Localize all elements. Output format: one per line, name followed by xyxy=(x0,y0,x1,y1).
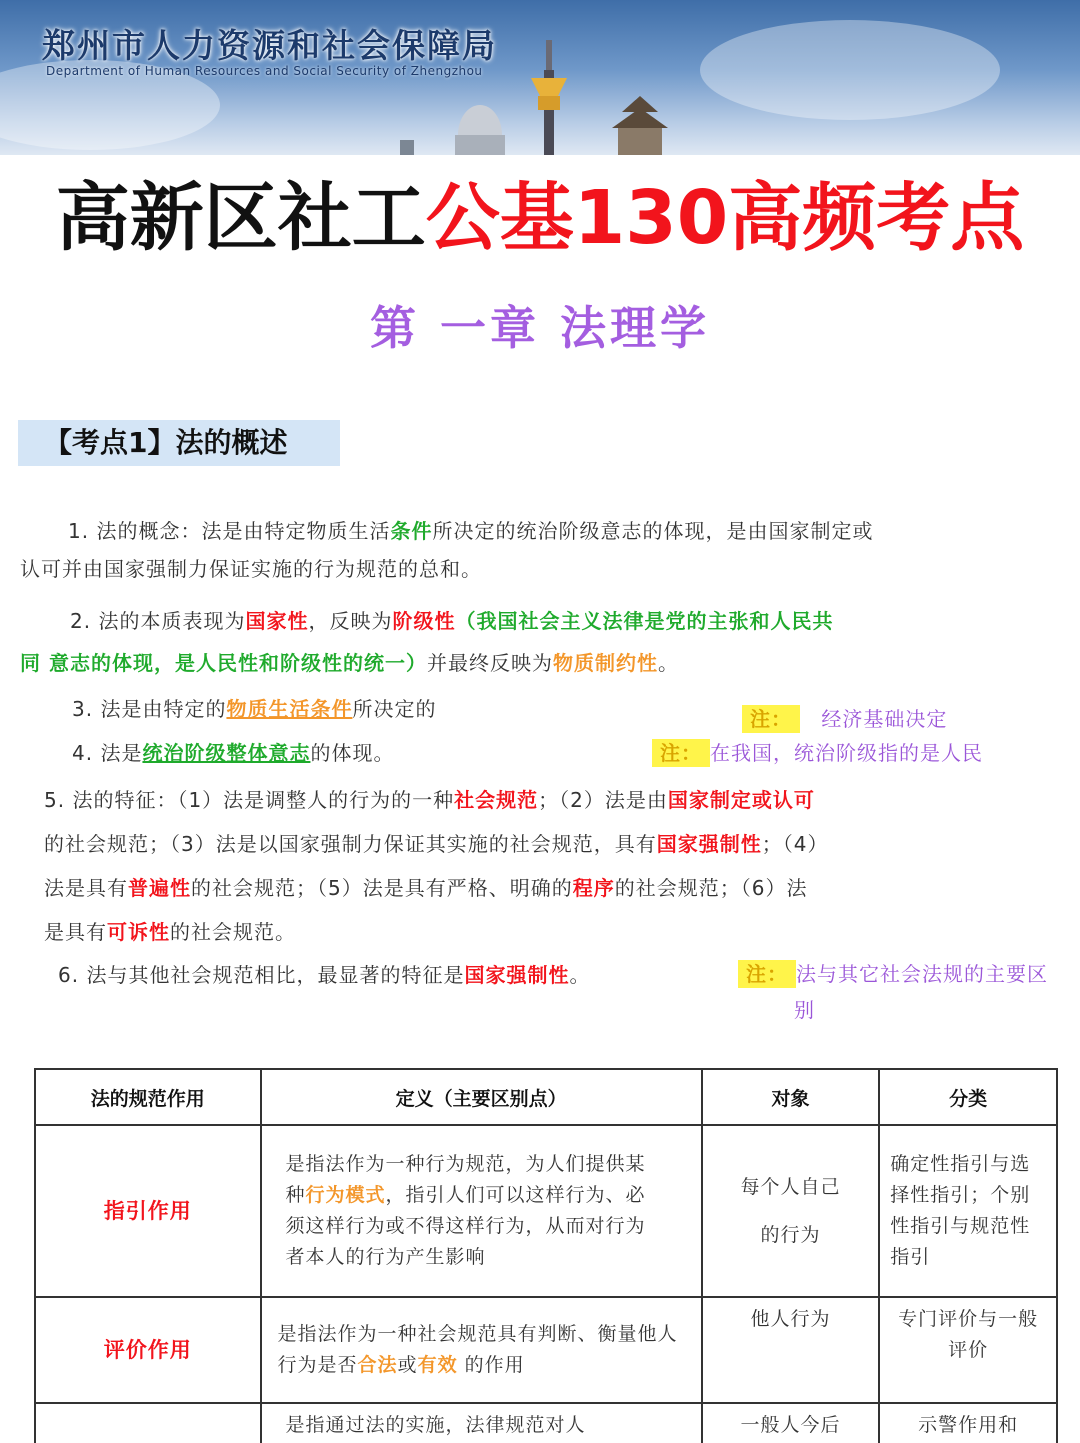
highlight-red: 普遍性 xyxy=(128,876,191,900)
table-header-row xyxy=(35,1069,1057,1125)
text: ；（4） xyxy=(761,832,829,856)
text: 每个人自己 xyxy=(740,1176,841,1198)
definition-cell: 是指通过法的实施，法律规范对人 xyxy=(261,1403,702,1443)
note-6 xyxy=(738,956,1076,1028)
highlight-orange: 物质制约性 xyxy=(552,651,658,675)
note-marker: 注： xyxy=(738,960,796,988)
text: 是指法作为一种行为规范，为人们提供某种 xyxy=(285,1153,646,1206)
highlight-red: 程序 xyxy=(572,876,615,900)
law-functions-table xyxy=(34,1068,1058,1443)
title-part-red: 公基130高频考点 xyxy=(425,175,1025,261)
category-cell: 确定性指引与选择性指引；个别性指引与规范性指引 xyxy=(879,1125,1057,1297)
section-tag: 【考点1】法的概述 xyxy=(18,420,340,466)
note-3 xyxy=(742,700,1062,738)
highlight-red: 可诉性 xyxy=(107,920,170,944)
text: 。 xyxy=(569,963,591,987)
highlight-orange: 有效 xyxy=(417,1354,458,1376)
text: 的社会规范；（5）法是具有严格、明确的 xyxy=(191,876,573,900)
definition-cell xyxy=(261,1297,702,1403)
paragraph-6 xyxy=(58,956,728,994)
table-row xyxy=(35,1403,1057,1443)
highlight-orange: 合法 xyxy=(357,1354,398,1376)
highlight-orange: 行为模式 xyxy=(305,1184,386,1206)
header-banner xyxy=(0,0,1080,155)
paragraph-2 xyxy=(20,600,1060,684)
paragraph-3 xyxy=(72,690,552,728)
text: 法是具有 xyxy=(44,876,128,900)
highlight-green: 统治阶级整体意志 xyxy=(142,741,311,765)
table-header: 法的规范作用 xyxy=(35,1069,261,1125)
text: 的社会规范；（6）法 xyxy=(614,876,808,900)
text: 认可并由国家强制力保证实施的行为规范的总和。 xyxy=(20,557,482,581)
text: 的体现。 xyxy=(310,741,395,765)
text: 5. 法的特征：（1）法是调整人的行为的一种 xyxy=(44,788,455,812)
table-row xyxy=(35,1297,1057,1403)
category-cell: 示警作用和 xyxy=(879,1403,1057,1443)
text: 所决定的统治阶级意志的体现，是由国家制定或 xyxy=(432,519,874,543)
text: 是具有 xyxy=(44,920,107,944)
note-text: 经济基础决定 xyxy=(821,707,948,731)
highlight-red: 国家强制性 xyxy=(656,832,762,856)
object-cell: 他人行为 xyxy=(702,1297,880,1403)
table-header: 定义（主要区别点） xyxy=(261,1069,702,1125)
row-label: 指引作用 xyxy=(35,1125,261,1297)
highlight-red: 国家性 xyxy=(245,609,309,633)
object-cell: 一般人今后 xyxy=(702,1403,880,1443)
highlight-red: 国家制定或认可 xyxy=(667,788,815,812)
paragraph-5 xyxy=(44,778,1054,954)
object-cell xyxy=(702,1125,880,1297)
text: 4. 法是 xyxy=(72,741,143,765)
note-marker: 注： xyxy=(652,739,710,767)
note-text: 法与其它社会法规的主要区 xyxy=(796,962,1048,986)
text: 2. 法的本质表现为 xyxy=(70,609,246,633)
text: 6. 法与其他社会规范相比，最显著的特征是 xyxy=(58,963,465,987)
text: ，反映为 xyxy=(308,609,393,633)
highlight-orange: 物质生活条件 xyxy=(226,697,353,721)
highlight-green: 条件 xyxy=(390,519,433,543)
text: 。 xyxy=(657,651,679,675)
organization-name: 郑州市人力资源和社会保障局 xyxy=(42,26,497,65)
highlight-green: （我国社会主义法律是党的主张和人民共 xyxy=(455,609,834,633)
text: 的社会规范。 xyxy=(170,920,296,944)
text: 1. 法的概念：法是由特定物质生活 xyxy=(68,519,391,543)
text: 并最终反映为 xyxy=(426,651,553,675)
text: 是指法作为一种社会规范具有判断、衡量他人行为是否 xyxy=(277,1323,678,1376)
definition-cell xyxy=(261,1125,702,1297)
text: ；（2）法是由 xyxy=(538,788,668,812)
chapter-heading: 第 一章 法理学 xyxy=(369,301,711,355)
highlight-green: 同 意志的体现，是人民性和阶级性的统一） xyxy=(20,651,427,675)
row-label xyxy=(35,1403,261,1443)
highlight-red: 阶级性 xyxy=(392,609,456,633)
highlight-red: 国家强制性 xyxy=(464,963,570,987)
text: 的行为 xyxy=(760,1224,821,1246)
paragraph-1 xyxy=(20,512,1060,588)
title-part-black: 高新区社工 xyxy=(55,175,426,261)
note-text: 别 xyxy=(794,998,815,1022)
table-header: 分类 xyxy=(879,1069,1057,1125)
table-header: 对象 xyxy=(702,1069,880,1125)
note-4 xyxy=(652,734,1072,772)
paragraph-4 xyxy=(72,734,632,772)
highlight-red: 社会规范 xyxy=(454,788,539,812)
page-title xyxy=(0,168,1080,268)
organization-name-english: Department of Human Resources and Social Security of Zhengzhou xyxy=(46,64,483,78)
note-marker: 注： xyxy=(742,705,800,733)
text: 的社会规范；（3）法是以国家强制力保证其实施的社会规范，具有 xyxy=(44,832,657,856)
note-text: 在我国，统治阶级指的是人民 xyxy=(710,741,983,765)
text: 所决定的 xyxy=(352,697,437,721)
text: ，指引人们可以这样行为、必须这样行为或不得这样行为，从而对行为者本人的行为产生影响 xyxy=(285,1184,646,1268)
category-cell: 专门评价与一般评价 xyxy=(879,1297,1057,1403)
text: 的作用 xyxy=(457,1354,525,1376)
text: 3. 法是由特定的 xyxy=(72,697,227,721)
text: 或 xyxy=(397,1354,418,1376)
row-label: 评价作用 xyxy=(35,1297,261,1403)
table-row xyxy=(35,1125,1057,1297)
